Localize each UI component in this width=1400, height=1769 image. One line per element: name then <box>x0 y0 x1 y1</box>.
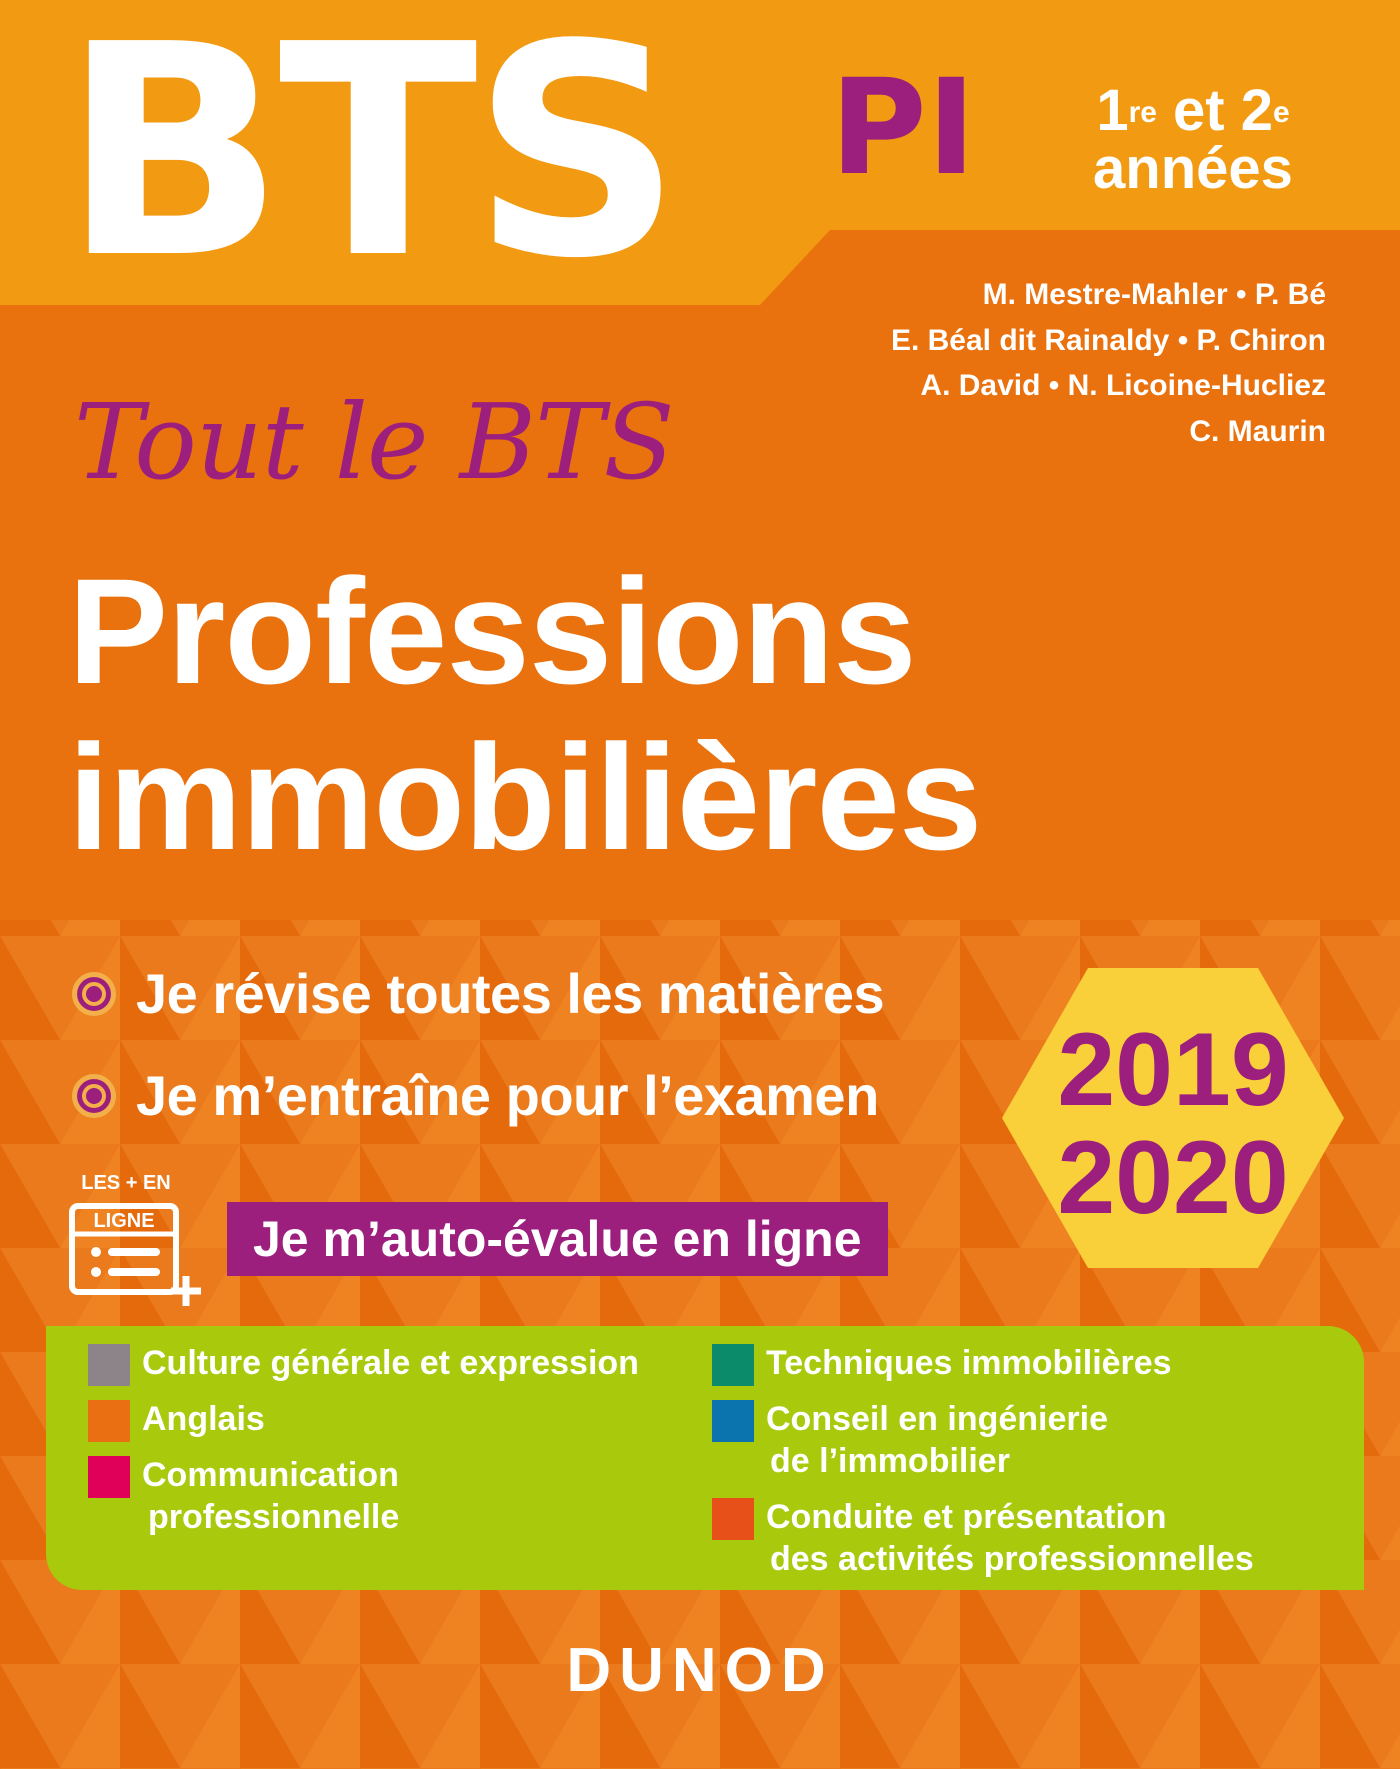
subject-color-swatch <box>712 1498 754 1540</box>
author-line: E. Béal dit Rainaldy • P. Chiron <box>890 323 1326 357</box>
author-list <box>891 272 1326 454</box>
subjects-panel <box>46 1326 1364 1590</box>
book-title <box>68 548 981 880</box>
subject-item: Techniques immobilières <box>766 1344 1172 1382</box>
author-line: C. Maurin <box>1189 414 1326 448</box>
title-line2: immobilières <box>68 713 982 881</box>
subject-color-swatch <box>88 1344 130 1386</box>
online-resources-icon <box>68 1172 208 1312</box>
subject-color-swatch <box>88 1400 130 1442</box>
bullet-icon <box>72 972 116 1016</box>
subject-item-continued: de l’immobilier <box>770 1442 1010 1480</box>
edition-year-end: 2020 <box>1057 1120 1289 1236</box>
edition-years <box>1002 1012 1344 1236</box>
subject-item: Communication <box>142 1456 399 1494</box>
subject-item: Conduite et présentation <box>766 1498 1167 1536</box>
years-line2: années <box>1093 136 1293 201</box>
feature-bullet <box>72 962 885 1025</box>
feature-text: Je m’entraîne pour l’examen <box>136 1064 879 1127</box>
online-badge-line2: LIGNE <box>93 1210 155 1232</box>
feature-text: Je révise toutes les matières <box>136 962 885 1025</box>
publisher-logo: DUNOD <box>566 1636 834 1705</box>
author-line: M. Mestre-Mahler • P. Bé <box>982 278 1326 311</box>
bullet-icon <box>72 1074 116 1118</box>
subject-item-continued: des activités professionnelles <box>770 1540 1254 1578</box>
subject-item: Culture générale et expression <box>142 1344 639 1382</box>
subject-color-swatch <box>712 1344 754 1386</box>
subject-item-continued: professionnelle <box>148 1498 400 1536</box>
subject-color-swatch <box>88 1456 130 1498</box>
title-line1: Professions <box>68 547 916 715</box>
subject-item: Anglais <box>142 1400 265 1438</box>
track-label: PI <box>830 51 976 205</box>
author-line: A. David • N. Licoine-Hucliez <box>920 369 1326 402</box>
subject-item: Conseil en ingénierie <box>766 1400 1108 1438</box>
edition-year-start: 2019 <box>1057 1012 1289 1128</box>
feature-bullet <box>72 1064 879 1127</box>
online-self-evaluation-label: Je m’auto-évalue en ligne <box>227 1202 888 1276</box>
online-badge-line1: LES + EN <box>81 1172 171 1194</box>
years-line1: 1re et 2e <box>1096 78 1290 143</box>
collection-name: Tout le BTS <box>74 381 674 503</box>
series-logo: BTS <box>62 0 677 322</box>
years-label <box>1058 78 1328 201</box>
subject-color-swatch <box>712 1400 754 1442</box>
